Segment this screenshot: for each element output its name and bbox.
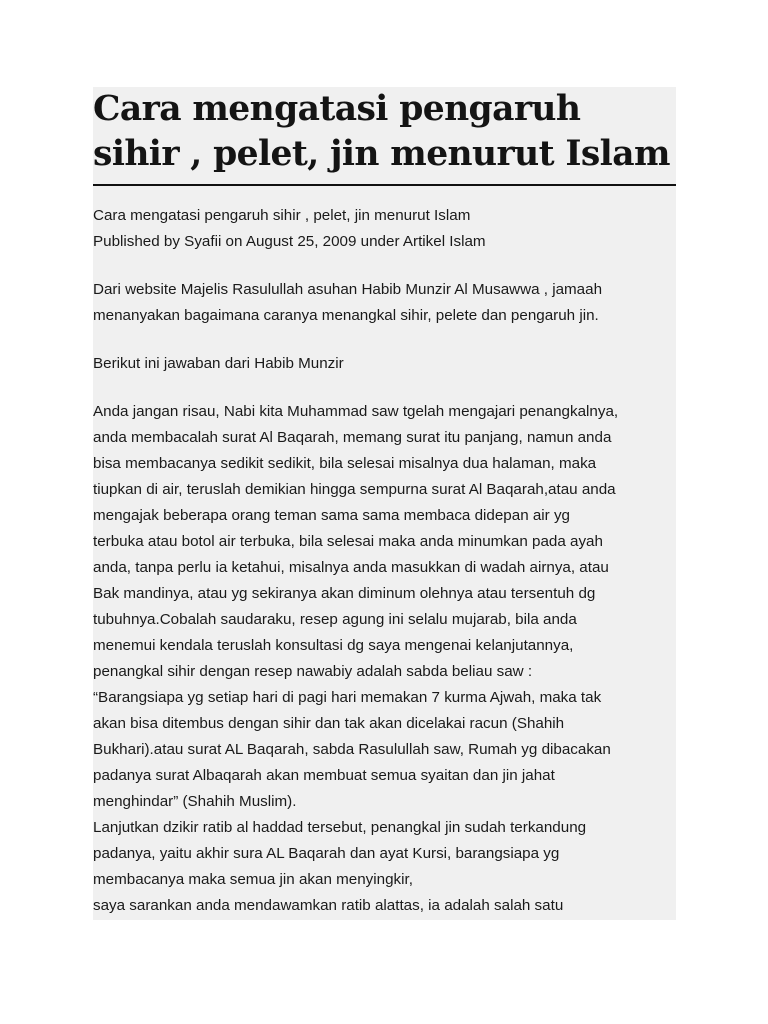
meta-line: Published by Syafii on August 25, 2009 under Artikel Islam <box>93 233 486 250</box>
text-line: menanyakan bagaimana caranya menangkal sihir, pelete dan pengaruh jin. <box>93 307 599 324</box>
text-line: padanya, yaitu akhir sura AL Baqarah dan ayat Kursi, barangsiapa yg <box>93 845 560 862</box>
text-line: Bak mandinya, atau yg sekiranya akan diminum olehnya atau tersentuh dg <box>93 585 596 602</box>
text-line: membacanya maka semua jin akan menyingkir, <box>93 871 413 888</box>
article-title <box>93 87 676 177</box>
article-body <box>93 203 676 919</box>
title-line: sihir , pelet, jin menurut Islam <box>93 134 670 174</box>
text-line: menemui kendala teruslah konsultasi dg saya mengenai kelanjutannya, <box>93 637 574 654</box>
text-line: penangkal sihir dengan resep nawabiy adalah sabda beliau saw : <box>93 663 533 680</box>
text-line: akan bisa ditembus dengan sihir dan tak akan dicelakai racun (Shahih <box>93 715 565 732</box>
document-page <box>93 87 676 920</box>
text-line: terbuka atau botol air terbuka, bila selesai maka anda minumkan pada ayah <box>93 533 603 550</box>
text-line: “Barangsiapa yg setiap hari di pagi hari memakan 7 kurma Ajwah, maka tak <box>93 689 602 706</box>
text-line: Anda jangan risau, Nabi kita Muhammad saw tgelah mengajari penangkalnya, <box>93 403 619 420</box>
text-line: padanya surat Albaqarah akan membuat semua syaitan dan jin jahat <box>93 767 555 784</box>
text-line: Lanjutkan dzikir ratib al haddad tersebut, penangkal jin sudah terkandung <box>93 819 587 836</box>
text-line: saya sarankan anda mendawamkan ratib alattas, ia adalah salah satu <box>93 897 564 914</box>
title-line: Cara mengatasi pengaruh <box>93 89 581 129</box>
intro-paragraph <box>93 277 676 329</box>
article-meta <box>93 203 676 255</box>
text-line: Berikut ini jawaban dari Habib Munzir <box>93 355 344 372</box>
text-line: anda membacalah surat Al Baqarah, memang surat itu panjang, namun anda <box>93 429 612 446</box>
text-line: anda, tanpa perlu ia ketahui, misalnya anda masukkan di wadah airnya, atau <box>93 559 609 576</box>
text-line: bisa membacanya sedikit sedikit, bila selesai misalnya dua halaman, maka <box>93 455 597 472</box>
meta-line: Cara mengatasi pengaruh sihir , pelet, jin menurut Islam <box>93 207 471 224</box>
text-line: Dari website Majelis Rasulullah asuhan Habib Munzir Al Musawwa , jamaah <box>93 281 603 298</box>
text-line: Bukhari).atau surat AL Baqarah, sabda Rasulullah saw, Rumah yg dibacakan <box>93 741 611 758</box>
text-line: tubuhnya.Cobalah saudaraku, resep agung ini selalu mujarab, bila anda <box>93 611 577 628</box>
text-line: menghindar” (Shahih Muslim). <box>93 793 297 810</box>
text-line: tiupkan di air, teruslah demikian hingga sempurna surat Al Baqarah,atau anda <box>93 481 616 498</box>
answer-paragraph <box>93 399 676 919</box>
title-divider <box>93 184 676 186</box>
text-line: mengajak beberapa orang teman sama sama membaca didepan air yg <box>93 507 570 524</box>
answer-intro-paragraph <box>93 351 676 377</box>
